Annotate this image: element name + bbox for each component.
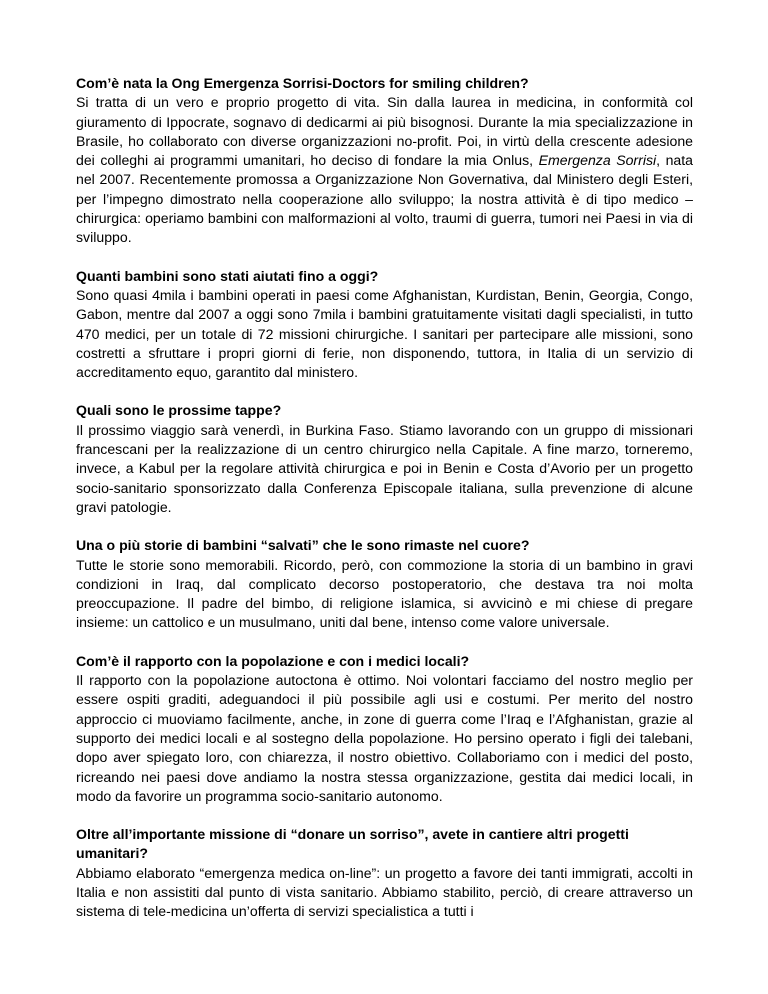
- answer-paragraph: Abbiamo elaborato “emergenza medica on-line”: un progetto a favore dei tanti immigrati, accolti in Italia e non assistiti dal punto di vista sanitario. Abbiamo stabilito, perciò, di creare attraverso un sistema di tele-medicina un’offerta di servizi specialistica a tutti i: [76, 864, 693, 920]
- qa-section-other-projects: [76, 825, 693, 921]
- question-heading: Quali sono le prossime tappe?: [76, 402, 282, 419]
- answer-paragraph: Il rapporto con la popolazione autoctona è ottimo. Noi volontari facciamo del nostro meglio per essere ospiti graditi, adeguandoci il più possibile agli usi e costumi. Per merito del nostro approccio ci muoviamo facilmente, anche, in zone di guerra come l’Iraq e l’Afghanistan, grazie al supporto dei medici locali e al sostegno della popolazione. Ho persino operato i figli dei talebani, dopo aver spiegato loro, con chiarezza, il nostro obiettivo. Collaboriamo con i medici del posto, ricreando nei paesi dove andiamo la nostra stessa organizzazione, gestita dai medici locali, in modo da favorire un programma socio-sanitario autonomo.: [76, 672, 693, 804]
- answer-paragraph: [76, 93, 693, 247]
- qa-section-children-helped: [76, 267, 693, 383]
- qa-section-stories: [76, 536, 693, 632]
- answer-paragraph: Tutte le storie sono memorabili. Ricordo, però, con commozione la storia di un bambino in gravi condizioni in Iraq, dal complicato decorso postoperatorio, che destava tra noi molta preoccupazione. Il padre del bimbo, di religione islamica, si avvicinò e mi chiese di pregare insieme: un cattolico e un musulmano, uniti dal bene, intenso come valore universale.: [76, 556, 693, 631]
- qa-section-next-steps: [76, 401, 693, 517]
- question-heading: Com’è il rapporto con la popolazione e con i medici locali?: [76, 652, 470, 669]
- answer-paragraph: Sono quasi 4mila i bambini operati in paesi come Afghanistan, Kurdistan, Benin, Georgia, Congo, Gabon, mentre dal 2007 a oggi sono 7mila i bambini gratuitamente visitati dagli specialisti, in tutto 470 medici, per un totale di 72 missioni chirurgiche. I sanitari per partecipare alle missioni, sono costretti a sfruttare i propri giorni di ferie, non disponendo, tuttora, in Italia di un servizio di accreditamento equo, garantito dal ministero.: [76, 286, 693, 381]
- question-heading: Oltre all’importante missione di “donare un sorriso”, avete in cantiere altri progetti umanitari?: [76, 826, 629, 862]
- organization-name: Emergenza Sorrisi: [538, 152, 657, 169]
- question-heading: Quanti bambini sono stati aiutati fino a oggi?: [76, 267, 379, 284]
- question-heading: Com’è nata la Ong Emergenza Sorrisi-Doctors for smiling children?: [76, 75, 529, 91]
- answer-text: , nata nel 2007. Recentemente promossa a Organizzazione Non Governativa, dal Ministero degli Esteri, per l’impegno dimostrato nella cooperazione allo sviluppo; la nostra attività è di tipo medico – chirurgica: operiamo bambini con malformazioni al volto, traumi di guerra, tumori nei Paesi in via di sviluppo.: [76, 152, 694, 246]
- qa-section-origin: [76, 74, 693, 248]
- question-heading: Una o più storie di bambini “salvati” che le sono rimaste nel cuore?: [76, 537, 530, 554]
- qa-section-local-relations: [76, 652, 693, 806]
- answer-text: Si tratta di un vero e proprio progetto di vita. Sin dalla laurea in medicina, in conformità col giuramento di Ippocrate, sognavo di dedicarmi ai più bisognosi. Durante la mia specializzazione in Brasile, ho collaborato con diverse organizzazioni no-profit. Poi, in virtù della crescente adesione dei colleghi ai programmi umanitari, ho deciso di fondare la mia Onlus,: [76, 94, 693, 169]
- document-page: [76, 74, 693, 941]
- answer-paragraph: Il prossimo viaggio sarà venerdì, in Burkina Faso. Stiamo lavorando con un gruppo di missionari francescani per la realizzazione di un centro chirurgico nella Capitale. A fine marzo, torneremo, invece, a Kabul per la regolare attività chirurgica e poi in Benin e Costa d’Avorio per un progetto socio-sanitario sponsorizzato dalla Conferenza Episcopale italiana, sulla prevenzione di alcune gravi patologie.: [76, 421, 693, 515]
